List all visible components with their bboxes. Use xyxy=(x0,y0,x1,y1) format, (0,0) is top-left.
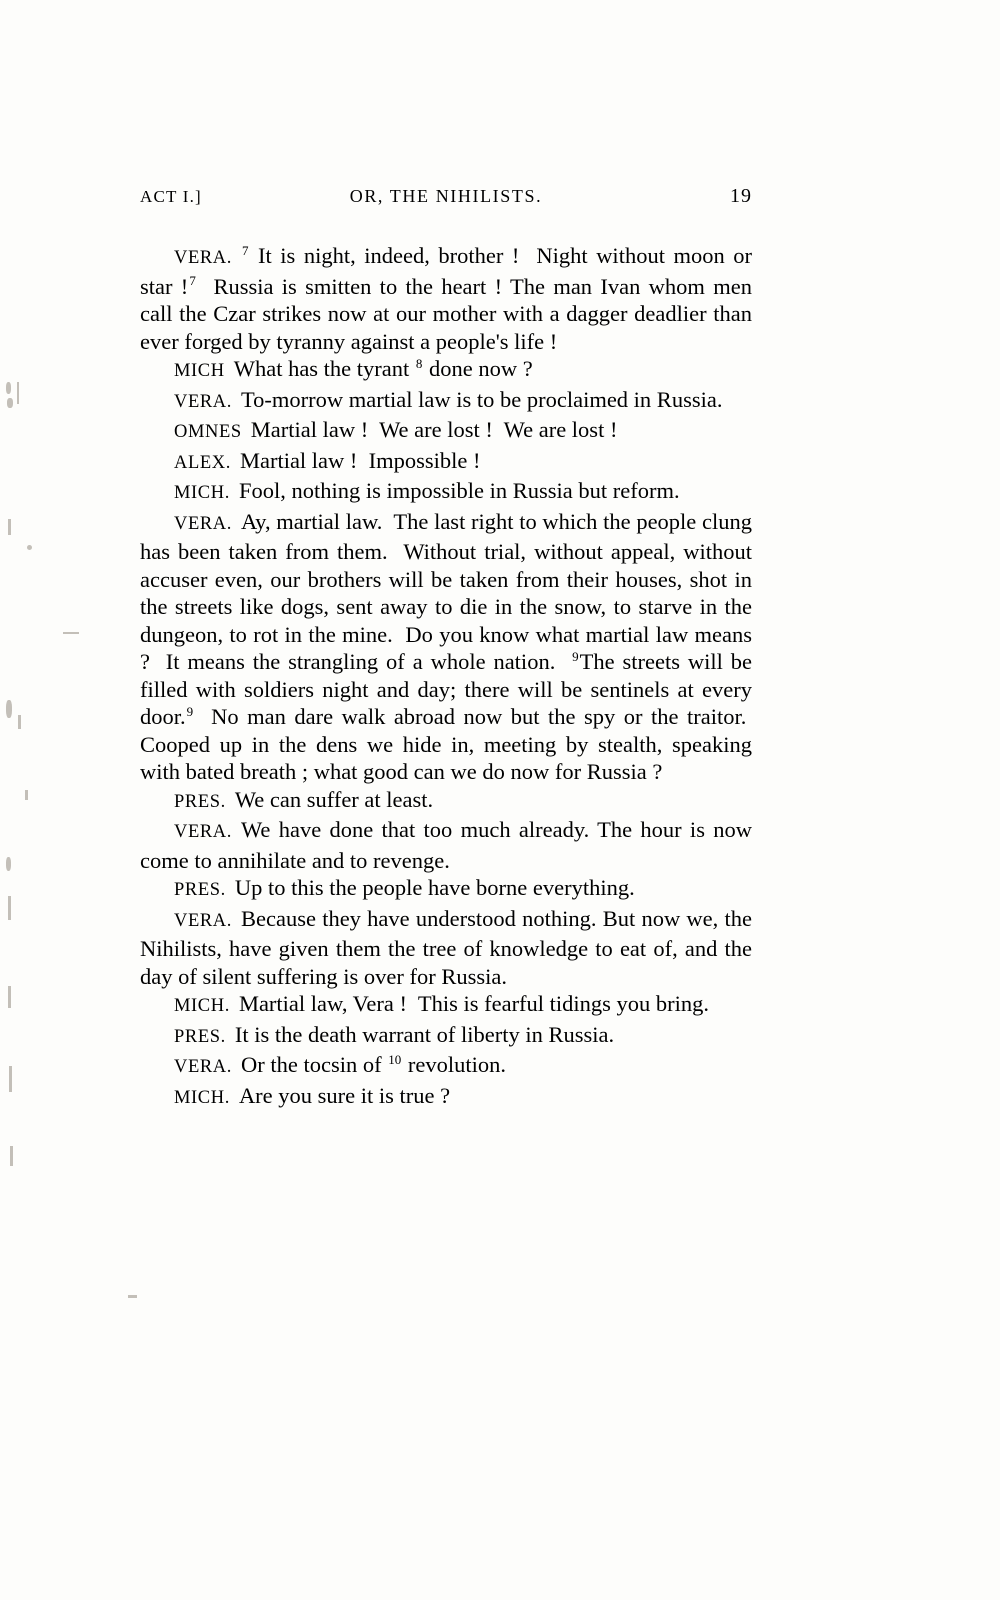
speaker-label: VERA. xyxy=(174,822,232,842)
speech-line: MICH. Are you sure it is true ? xyxy=(174,1082,451,1108)
speech-line: MICH. Fool, nothing is impossible in Russia but reform. xyxy=(174,478,680,503)
speaker-label: VERA. xyxy=(174,248,232,268)
scan-artifact xyxy=(8,986,11,1008)
scan-artifact xyxy=(17,382,19,404)
speech-line: VERA. Or the tocsin of $^{10}$ revolution. xyxy=(174,1051,506,1077)
scan-artifact xyxy=(9,1066,12,1092)
scan-artifact xyxy=(63,632,79,634)
speech-line: VERA. Because they have understood nothing. But now we, the Nihilists, have given them the tree of knowledge to eat of, and the day of silent suffering is over for Russia. xyxy=(140,905,752,989)
speech-line: OMNES Martial law ! We are lost ! We are lost ! xyxy=(174,417,618,442)
page-number: 19 xyxy=(729,185,752,207)
footnote-marker: 10 xyxy=(388,1051,402,1067)
scan-artifact xyxy=(25,790,28,800)
scan-artifact xyxy=(8,896,11,920)
speech-line: VERA. $^7$ It is night, indeed, brother ! Night without moon or star !$^7$ Russia is smitten to the heart ! The man Ivan whom men call the Czar strikes now at our mother with a dagger deadlier than ever forged by tyranny against a people's life ! xyxy=(140,242,752,354)
speaker-label: OMNES xyxy=(174,422,242,442)
scan-artifact xyxy=(27,545,32,550)
scan-artifact xyxy=(6,382,11,394)
footnote-marker: 7 xyxy=(189,273,196,288)
speaker-label: VERA. xyxy=(174,391,232,412)
speaker-label: PRES. xyxy=(174,880,226,900)
speech-line: PRES. It is the death warrant of liberty in Russia. xyxy=(174,1021,615,1047)
speaker-label: VERA. xyxy=(174,1057,232,1077)
speaker-label: PRES. xyxy=(174,1026,226,1047)
speaker-label: PRES. xyxy=(174,791,226,812)
scan-artifact xyxy=(18,715,21,729)
speaker-label: VERA. xyxy=(174,513,232,534)
speaker-label: MICH. xyxy=(174,483,230,503)
speech-line: VERA. We have done that too much already. The hour is now come to annihilate and to revenge. xyxy=(140,817,752,873)
scan-artifact xyxy=(6,857,11,871)
speaker-label: MICH. xyxy=(174,1087,230,1108)
scan-artifact xyxy=(7,398,13,408)
scan-artifact xyxy=(8,519,11,535)
scan-artifact xyxy=(10,1146,13,1166)
speech-line: ALEX. Martial law ! Impossible ! xyxy=(174,447,481,473)
speech-line: MICH What has the tyrant $^8$ done now ? xyxy=(174,355,533,381)
footnote-marker: 8 xyxy=(415,355,423,371)
speech-line: PRES. Up to this the people have borne everything. xyxy=(174,875,635,900)
speaker-label: ALEX. xyxy=(174,452,231,473)
scan-artifact xyxy=(128,1295,137,1298)
speaker-label: MICH xyxy=(174,361,225,381)
page-text-block xyxy=(140,185,752,1112)
scan-artifact xyxy=(6,700,12,718)
speech-line: VERA. To-morrow martial law is to be proclaimed in Russia. xyxy=(174,386,723,412)
footnote-marker: 9 xyxy=(186,703,194,719)
speaker-label: VERA. xyxy=(174,910,232,931)
running-head-act: ACT I.] xyxy=(140,187,202,206)
speech-line: VERA. Ay, martial law. The last right to which the people clung has been taken from them. Without trial, without appeal, without accuser even, our brothers will be taken from their houses, shot in the streets like dogs, sent away to die in the snow, to starve in the dungeon, to rot in the mine. Do you know what martial law means ? It means the strangling of a whole nation. $^9$The streets will be filled with soldiers night and day; there will be sentinels at every door.$^9$ No man dare walk abroad now but the spy or the traitor. Cooped up in the dens we hide in, meeting by stealth, speaking with bated breath ; what good can we do now for Russia ? xyxy=(140,508,752,784)
speaker-label: MICH. xyxy=(174,996,230,1016)
footnote-marker: 9 xyxy=(572,648,579,664)
footnote-marker: 7 xyxy=(242,242,249,258)
running-head-title: OR, THE NIHILISTS. xyxy=(349,186,543,206)
running-head xyxy=(140,185,752,208)
speech-line: MICH. Martial law, Vera ! This is fearful tidings you bring. xyxy=(174,991,710,1016)
speech-line: PRES. We can suffer at least. xyxy=(174,786,434,812)
